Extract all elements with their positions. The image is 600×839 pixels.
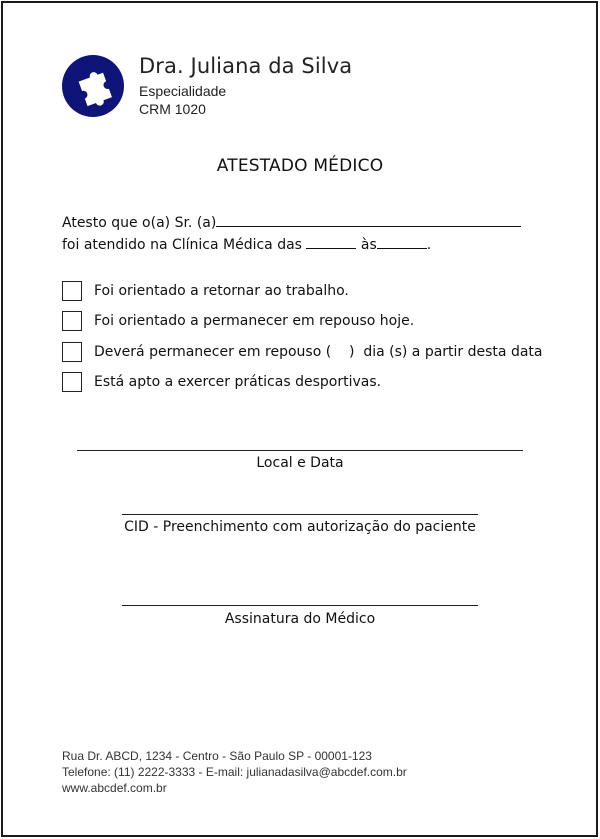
time-suffix: .	[426, 237, 432, 253]
doctor-crm: CRM 1020	[139, 101, 206, 117]
doctor-specialty: Especialidade	[139, 83, 227, 99]
local-data-line[interactable]	[77, 450, 523, 451]
cid-label: CID - Preenchimento com autorização do paciente	[124, 519, 476, 535]
option-row	[62, 371, 381, 393]
time-prefix: foi atendido na Clínica Médica das	[62, 237, 302, 253]
local-data-label: Local e Data	[256, 455, 344, 471]
option-row	[62, 280, 349, 302]
cid-line[interactable]	[122, 514, 478, 515]
statement-line-patient	[62, 213, 521, 231]
signature-label: Assinatura do Médico	[224, 611, 376, 627]
option-label: Está apto a exercer práticas desportivas.	[94, 374, 382, 390]
statement-line-time	[62, 235, 431, 253]
time-separator: às	[360, 237, 377, 253]
option-label: Deverá permanecer em repouso ( ) dia (s) a partir desta data	[94, 344, 543, 360]
option-label: Foi orientado a retornar ao trabalho.	[94, 283, 349, 299]
document-title: ATESTADO MÉDICO	[216, 156, 384, 176]
option-checkbox[interactable]	[62, 311, 82, 331]
option-label: Foi orientado a permanecer em repouso hoje.	[94, 313, 415, 329]
option-checkbox[interactable]	[62, 342, 82, 362]
option-row	[62, 341, 543, 363]
doctor-name: Dra. Juliana da Silva	[139, 54, 353, 78]
time-start-field[interactable]	[306, 235, 356, 249]
footer-contact: Telefone: (11) 2222-3333 - E-mail: julianadasilva@abcdef.com.br	[62, 765, 407, 779]
signature-line[interactable]	[122, 605, 478, 606]
time-end-field[interactable]	[377, 235, 427, 249]
option-row	[62, 310, 414, 332]
option-checkbox[interactable]	[62, 281, 82, 301]
puzzle-piece-icon	[62, 55, 124, 117]
certificate-sheet	[1, 1, 598, 837]
footer-website: www.abcdef.com.br	[62, 781, 167, 795]
footer-address: Rua Dr. ABCD, 1234 - Centro - São Paulo SP - 00001-123	[62, 749, 372, 763]
option-checkbox[interactable]	[62, 372, 82, 392]
patient-prefix: Atesto que o(a) Sr. (a)	[62, 215, 217, 231]
patient-name-field[interactable]	[216, 213, 521, 227]
